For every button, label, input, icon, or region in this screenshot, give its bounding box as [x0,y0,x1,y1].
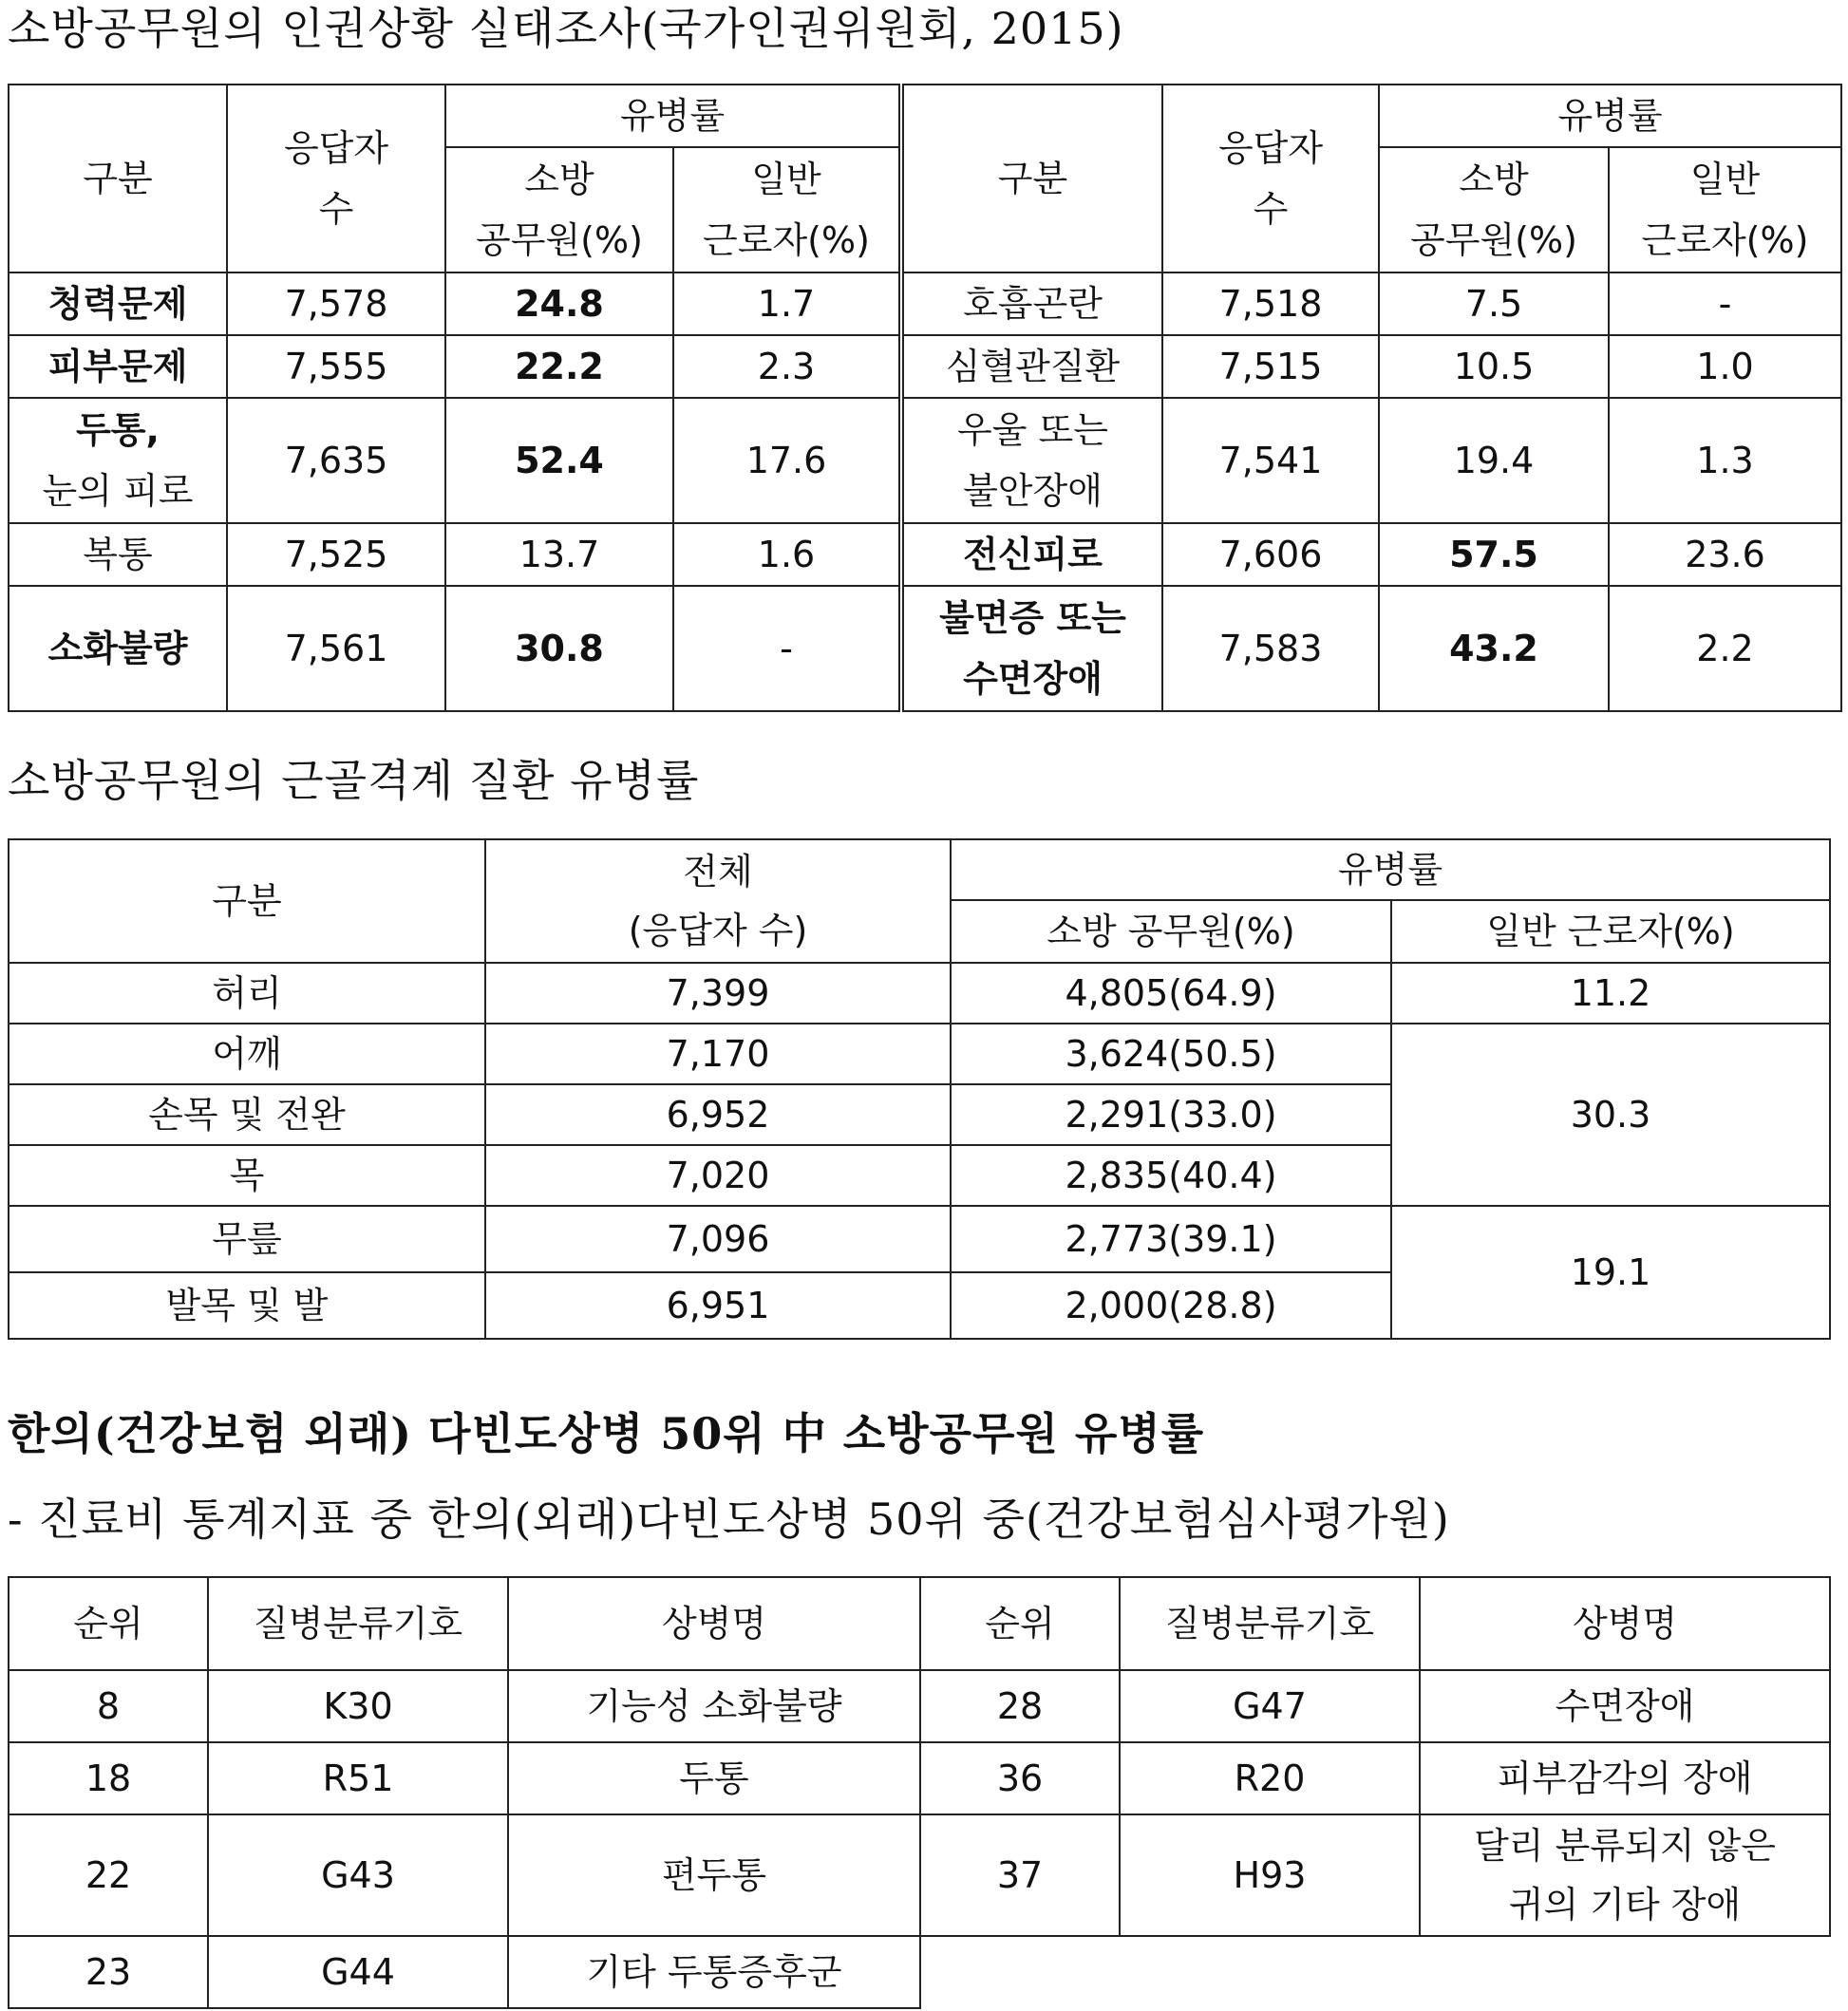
disease-name-cell: 두통 [508,1742,920,1814]
header-total: 전체 (응답자 수) [485,839,951,963]
header-prevalence: 유병률 [951,839,1830,900]
disease-name-cell: 달리 분류되지 않은 귀의 기타 장애 [1420,1814,1830,1936]
rank-cell: 22 [9,1814,208,1936]
code-cell: G44 [208,1936,508,2008]
category-cell: 소화불량 [9,586,227,711]
header-prevalence-right: 유병률 [1379,85,1841,147]
table-row [9,1024,1830,1084]
disease-name-cell: 기타 두통증후군 [508,1936,920,2008]
rank-cell: 23 [9,1936,208,2008]
header-respondents-right: 응답자 수 [1162,85,1379,273]
header-worker: 일반 근로자(%) [673,147,901,273]
total-cell: 7,170 [485,1024,951,1084]
fire-rate-cell: 4,805(64.9) [951,963,1391,1024]
worker-rate-cell: 23.6 [1609,523,1841,586]
header-fire-right: 소방 공무원(%) [1379,147,1609,273]
worker-rate-cell: 2.3 [673,335,901,398]
worker-rate-cell: - [1609,273,1841,335]
body-part-cell: 어깨 [9,1024,485,1084]
table-row [9,1814,1830,1936]
worker-rate-cell: 2.2 [1609,586,1841,711]
rank-cell: 8 [9,1670,208,1742]
total-cell: 7,399 [485,963,951,1024]
total-cell: 7,020 [485,1145,951,1206]
fire-rate-cell: 52.4 [445,398,673,523]
worker-rate-cell: - [673,586,901,711]
category-cell: 복통 [9,523,227,586]
respondents-cell: 7,555 [227,335,445,398]
rank-cell: 18 [9,1742,208,1814]
category-cell: 심혈관질환 [901,335,1162,398]
table-row [9,273,1841,335]
human-rights-survey-table [8,84,1842,712]
fire-rate-cell: 10.5 [1379,335,1609,398]
total-cell: 6,951 [485,1272,951,1339]
rank-cell: 36 [920,1742,1120,1814]
header-rank-right: 순위 [920,1577,1120,1670]
total-cell: 6,952 [485,1084,951,1145]
section3-subtitle: - 진료비 통계지표 중 한의(외래)다빈도상병 50위 중(건강보험심사평가원) [8,1494,1450,1545]
header-name: 상병명 [508,1577,920,1670]
code-cell: H93 [1120,1814,1420,1936]
worker-rate-cell: 11.2 [1391,963,1830,1024]
fire-rate-cell: 2,291(33.0) [951,1084,1391,1145]
table-row [9,963,1830,1024]
category-cell: 호흡곤란 [901,273,1162,335]
category-cell: 전신피로 [901,523,1162,586]
worker-rate-cell: 30.3 [1391,1024,1830,1206]
worker-rate-cell: 19.1 [1391,1206,1830,1339]
header-fire: 소방 공무원(%) [445,147,673,273]
table-row [9,586,1841,711]
code-cell: R20 [1120,1742,1420,1814]
rank-cell: 37 [920,1814,1120,1936]
worker-rate-cell: 1.6 [673,523,901,586]
fire-rate-cell: 30.8 [445,586,673,711]
body-part-cell: 손목 및 전완 [9,1084,485,1145]
fire-rate-cell: 22.2 [445,335,673,398]
musculoskeletal-table [8,838,1831,1340]
header-fire: 소방 공무원(%) [951,900,1391,963]
table-row [9,1936,1830,2008]
header-worker: 일반 근로자(%) [1391,900,1830,963]
header-code: 질병분류기호 [208,1577,508,1670]
header-respondents: 응답자 수 [227,85,445,273]
body-part-cell: 무릎 [9,1206,485,1272]
table-row [9,335,1841,398]
respondents-cell: 7,515 [1162,335,1379,398]
empty-cell [920,1936,1830,2008]
table-row [9,1670,1830,1742]
category-cell: 우울 또는 불안장애 [901,398,1162,523]
header-name-right: 상병명 [1420,1577,1830,1670]
fire-rate-cell: 2,835(40.4) [951,1145,1391,1206]
header-category-right: 구분 [901,85,1162,273]
respondents-cell: 7,561 [227,586,445,711]
header-worker-right: 일반 근로자(%) [1609,147,1841,273]
section1-title: 소방공무원의 인권상황 실태조사(국가인권위원회, 2015) [8,3,1124,54]
fire-rate-cell: 2,773(39.1) [951,1206,1391,1272]
worker-rate-cell: 1.3 [1609,398,1841,523]
disease-name-cell: 피부감각의 장애 [1420,1742,1830,1814]
table-row [9,398,1841,523]
body-part-cell: 허리 [9,963,485,1024]
disease-name-cell: 수면장애 [1420,1670,1830,1742]
table-row [9,523,1841,586]
fire-rate-cell: 7.5 [1379,273,1609,335]
table-row [9,1206,1830,1272]
disease-name-cell: 기능성 소화불량 [508,1670,920,1742]
fire-rate-cell: 19.4 [1379,398,1609,523]
disease-name-cell: 편두통 [508,1814,920,1936]
frequent-disease-table [8,1576,1831,2009]
respondents-cell: 7,578 [227,273,445,335]
fire-rate-cell: 3,624(50.5) [951,1024,1391,1084]
worker-rate-cell: 1.7 [673,273,901,335]
respondents-cell: 7,541 [1162,398,1379,523]
body-part-cell: 발목 및 발 [9,1272,485,1339]
worker-rate-cell: 17.6 [673,398,901,523]
respondents-cell: 7,583 [1162,586,1379,711]
header-category: 구분 [9,85,227,273]
category-cell: 피부문제 [9,335,227,398]
header-prevalence: 유병률 [445,85,901,147]
category-cell: 두통, 눈의 피로 [9,398,227,523]
header-code-right: 질병분류기호 [1120,1577,1420,1670]
worker-rate-cell: 1.0 [1609,335,1841,398]
header-category: 구분 [9,839,485,963]
fire-rate-cell: 57.5 [1379,523,1609,586]
section2-title: 소방공무원의 근골격계 질환 유병률 [8,755,700,806]
respondents-cell: 7,525 [227,523,445,586]
rank-cell: 28 [920,1670,1120,1742]
section3-title: 한의(건강보험 외래) 다빈도상병 50위 中 소방공무원 유병률 [8,1408,1205,1459]
respondents-cell: 7,606 [1162,523,1379,586]
fire-rate-cell: 13.7 [445,523,673,586]
code-cell: G43 [208,1814,508,1936]
fire-rate-cell: 43.2 [1379,586,1609,711]
fire-rate-cell: 2,000(28.8) [951,1272,1391,1339]
code-cell: K30 [208,1670,508,1742]
category-cell: 불면증 또는 수면장애 [901,586,1162,711]
header-rank: 순위 [9,1577,208,1670]
code-cell: R51 [208,1742,508,1814]
respondents-cell: 7,635 [227,398,445,523]
total-cell: 7,096 [485,1206,951,1272]
code-cell: G47 [1120,1670,1420,1742]
body-part-cell: 목 [9,1145,485,1206]
respondents-cell: 7,518 [1162,273,1379,335]
fire-rate-cell: 24.8 [445,273,673,335]
category-cell: 청력문제 [9,273,227,335]
table-row [9,1742,1830,1814]
